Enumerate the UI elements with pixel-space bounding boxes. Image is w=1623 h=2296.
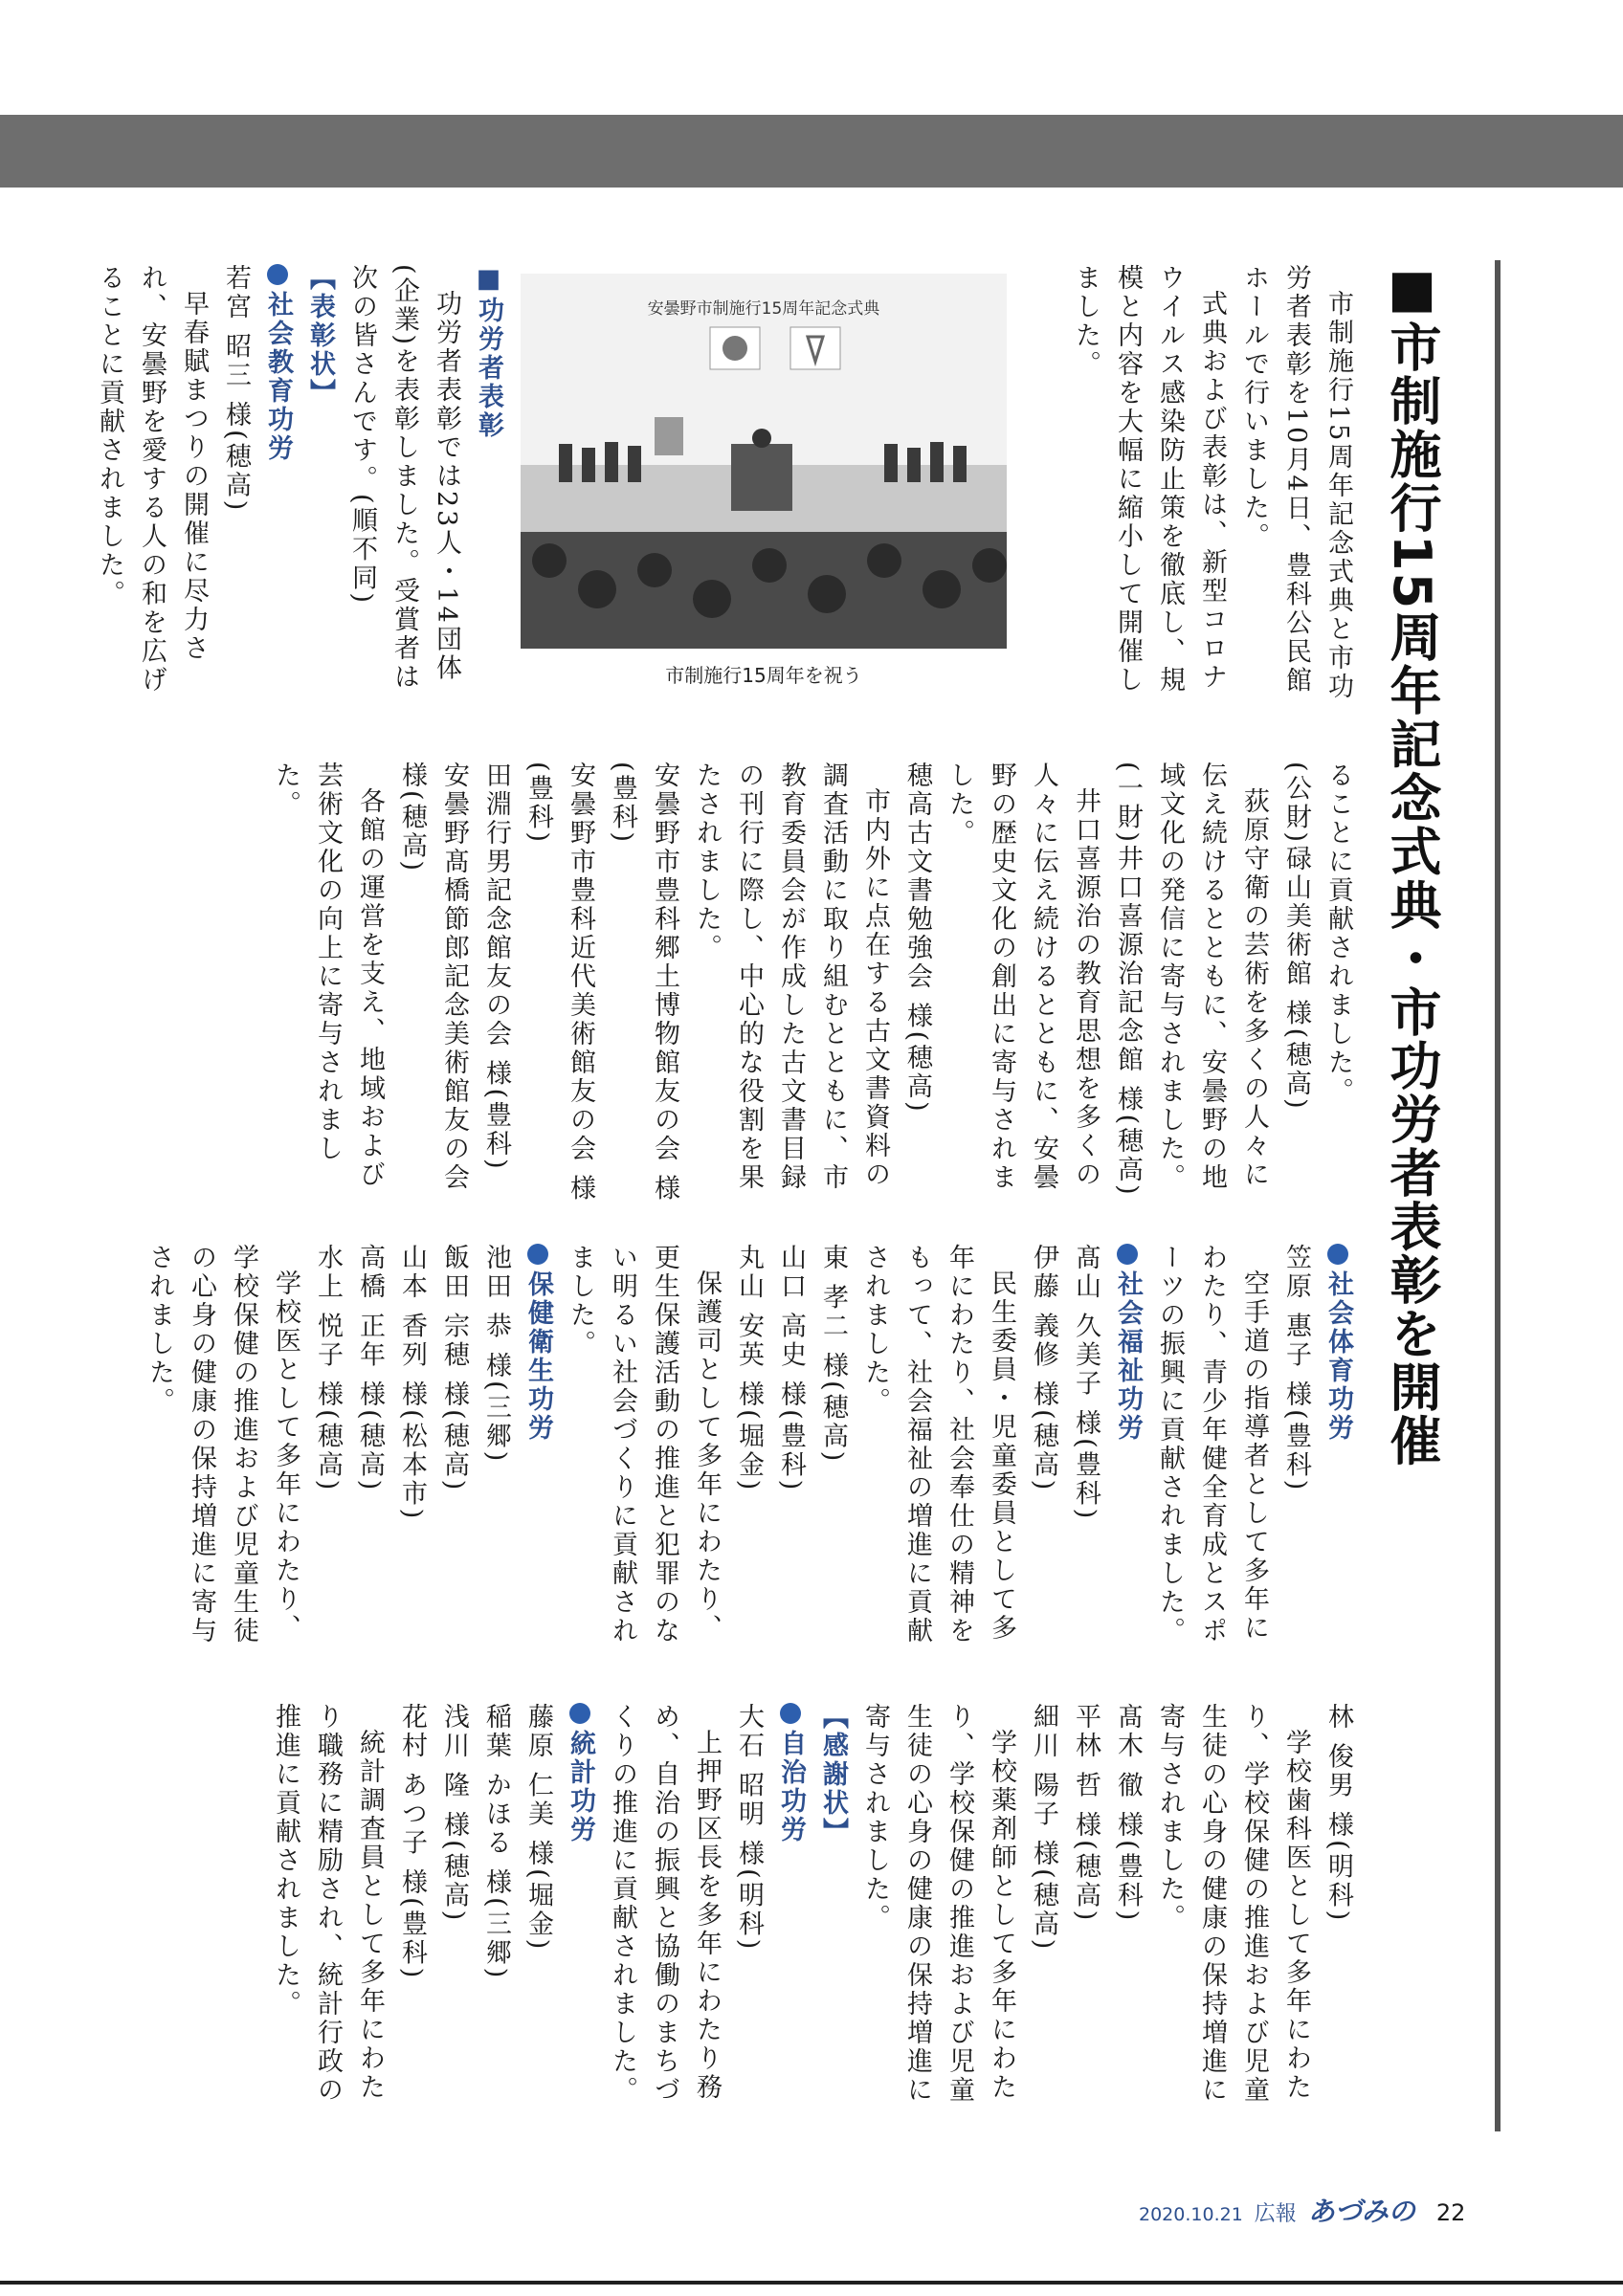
shakai-fukushi-heading: 社会福祉功労	[1106, 1244, 1148, 1655]
awardee-name: 池田 恭 様(三郷)	[481, 1244, 511, 1465]
shakai-taiiku-heading: 社会体育功労	[1317, 1244, 1359, 1655]
award-reason: 市内外に点在する古文書資料の調査活動に取り組むとともに、市教育委員会が作成した古文書目録の刊行に際し、中心的な役割を果たされました。	[692, 762, 890, 1192]
award-reason: 学校歯科医として多年にわたり、学校保健の推進および児童生徒の心身の健康の保持増進に寄与されました。	[1155, 1703, 1311, 2105]
photo-banner: 安曇野市制施行15周年記念式典	[647, 299, 880, 319]
bullet-dot-icon	[527, 1244, 548, 1265]
ceremony-photo	[521, 274, 1007, 649]
award-reason: 学校医として多年にわたり、学校保健の推進および児童生徒の心身の健康の保持増進に寄与されました。	[145, 1244, 300, 1645]
page-title: ■市制施行15周年記念式典・市功労者表彰を開催	[1382, 258, 1442, 1468]
award-reason: 学校薬剤師として多年にわたり、学校保健の推進および児童生徒の心身の健康の保持増進に寄与されました。	[860, 1703, 1016, 2105]
award-reason: 早春賦まつりの開催に尽力され、安曇野を愛する人の和を広げることに貢献されました。	[95, 264, 209, 695]
toukei-heading: 統計功労	[559, 1703, 601, 2114]
title-rule	[1495, 260, 1501, 2131]
shakai-kyouiku-heading: 社会教育功労	[256, 264, 299, 714]
awardee-name: 安曇野市豊科近代美術館友の会 様(豊科)	[523, 762, 595, 1203]
middle-column	[239, 762, 1359, 1211]
award-reason: 保護司として多年にわたり、更生保護活動の推進と犯罪のない明るい社会づくりに貢献されました。	[566, 1244, 722, 1645]
intro-paragraph: 市制施行15周年記念式典と市功労者表彰を10月4日、豊科公民館ホールで行いました。	[1239, 264, 1353, 702]
continued-text: ることに貢献されました。	[1323, 762, 1353, 1106]
awardee-name: 髙山 久美子 様(豊科)	[1071, 1244, 1101, 1522]
awardee-name: 髙木 徹 様(豊科)	[1113, 1703, 1143, 1924]
awardee-name: 飯田 宗穂 様(穂高)	[439, 1244, 469, 1493]
jichi-heading: 自治功労	[769, 1703, 812, 2114]
kourousha-text: 功労者表彰では23人・14団体(企業)を表彰しました。受賞者は次の皆さんです。(順不同)	[347, 264, 461, 693]
intro-paragraph: 式典および表彰は、新型コロナウイルス感染防止策を徹底し、規模と内容を大幅に縮小して開催しました。	[1071, 264, 1227, 695]
page-footer	[1139, 2191, 1522, 2225]
kourousha-column	[95, 264, 509, 714]
awardee-name: 高橋 正年 様(穂高)	[355, 1244, 385, 1493]
award-reason: 上押野区長を多年にわたり務め、自治の振興と協働のまちづくりの推進に貢献されました。	[608, 1703, 722, 2105]
intro-column	[1043, 264, 1359, 714]
awardee-name: 笠原 惠子 様(豊科)	[1281, 1244, 1311, 1493]
lower-column	[115, 1244, 1359, 1655]
bullet-dot-icon	[267, 264, 288, 285]
awardee-name: 水上 悦子 様(穂高)	[313, 1244, 343, 1493]
awardee-name: 穂高古文書勉強会 様(穂高)	[902, 762, 932, 1115]
awardee-name: 東 孝二 様(穂高)	[818, 1244, 848, 1465]
awardee-name: 安曇野髙橋節郎記念美術館友の会 様(穂高)	[397, 762, 469, 1192]
awardee-name: 安曇野市豊科郷土博物館友の会 様(豊科)	[608, 762, 679, 1203]
awardee-name: 伊藤 義修 様(穂高)	[1029, 1244, 1058, 1493]
awardee-name: 大石 昭明 様(明科)	[734, 1703, 764, 1953]
bottom-column	[191, 1703, 1359, 2114]
award-reason: 各館の運営を支え、地域および芸術文化の向上に寄与されました。	[271, 762, 385, 1189]
awardee-name: 細川 陽子 様(穂高)	[1029, 1703, 1058, 1953]
awardee-name: (公財)碌山美術館 様(穂高)	[1281, 762, 1311, 1112]
award-reason: 統計調査員として多年にわたり職務に精励され、統計行政の推進に貢献されました。	[271, 1703, 385, 2105]
awardee-name: 浅川 隆 様(穂高)	[439, 1703, 469, 1924]
awardee-name: 山口 高史 様(豊科)	[776, 1244, 806, 1493]
awardee-name: 若宮 昭三 様(穂高)	[221, 264, 251, 514]
award-reason: 空手道の指導者として多年にわたり、青少年健全育成とスポーツの振興に貢献されました。	[1155, 1244, 1269, 1645]
awardee-name: 山本 香列 様(松本市)	[397, 1244, 427, 1522]
award-reason: 井口喜源治の教育思想を多くの人々に伝え続けるとともに、安曇野の歴史文化の創出に寄与されました。	[945, 762, 1101, 1192]
kourousha-heading: ■功労者表彰	[474, 264, 503, 440]
award-reason: 民生委員・児童委員として多年にわたり、社会奉仕の精神をもって、社会福祉の増進に貢献されました。	[860, 1244, 1016, 1645]
awardee-name: 丸山 安英 様(堀金)	[734, 1244, 764, 1493]
bottom-rule	[0, 2281, 1623, 2285]
award-reason: 荻原守衛の芸術を多くの人々に伝え続けるとともに、安曇野の地域文化の発信に寄与されました。	[1155, 762, 1269, 1192]
bullet-dot-icon	[569, 1703, 590, 1724]
awardee-name: 林 俊男 様(明科)	[1323, 1703, 1353, 1924]
awardee-name: 平林 哲 様(穂高)	[1071, 1703, 1101, 1924]
kansha-heading: 【感謝状】	[818, 1703, 848, 1846]
kouhou-label: 広報	[1254, 2202, 1297, 2226]
page-number: 22	[1435, 2199, 1466, 2226]
awardee-name: (一財)井口喜源治記念館 様(穂高)	[1113, 762, 1143, 1198]
awardee-name: 田淵行男記念館友の会 様(豊科)	[481, 762, 511, 1172]
hyoushou-heading: 【表彰状】	[305, 264, 335, 408]
ceremony-photo-graphic	[521, 274, 1007, 649]
publication-logo: あづみの	[1307, 2196, 1415, 2227]
awardee-name: 稲葉 かほる 様(三郷)	[481, 1703, 511, 1981]
awardee-name: 花村 あつ子 様(豊科)	[397, 1703, 427, 1981]
awardee-name: 藤原 仁美 様(堀金)	[523, 1703, 553, 1953]
issue-date: 2020.10.21	[1139, 2204, 1243, 2225]
bullet-dot-icon	[1327, 1244, 1348, 1265]
bullet-dot-icon	[1117, 1244, 1138, 1265]
header-band	[0, 115, 1623, 188]
photo-caption: 市制施行15周年を祝う	[665, 664, 862, 687]
bullet-dot-icon	[780, 1703, 801, 1724]
hoken-eisei-heading: 保健衛生功労	[517, 1244, 559, 1655]
